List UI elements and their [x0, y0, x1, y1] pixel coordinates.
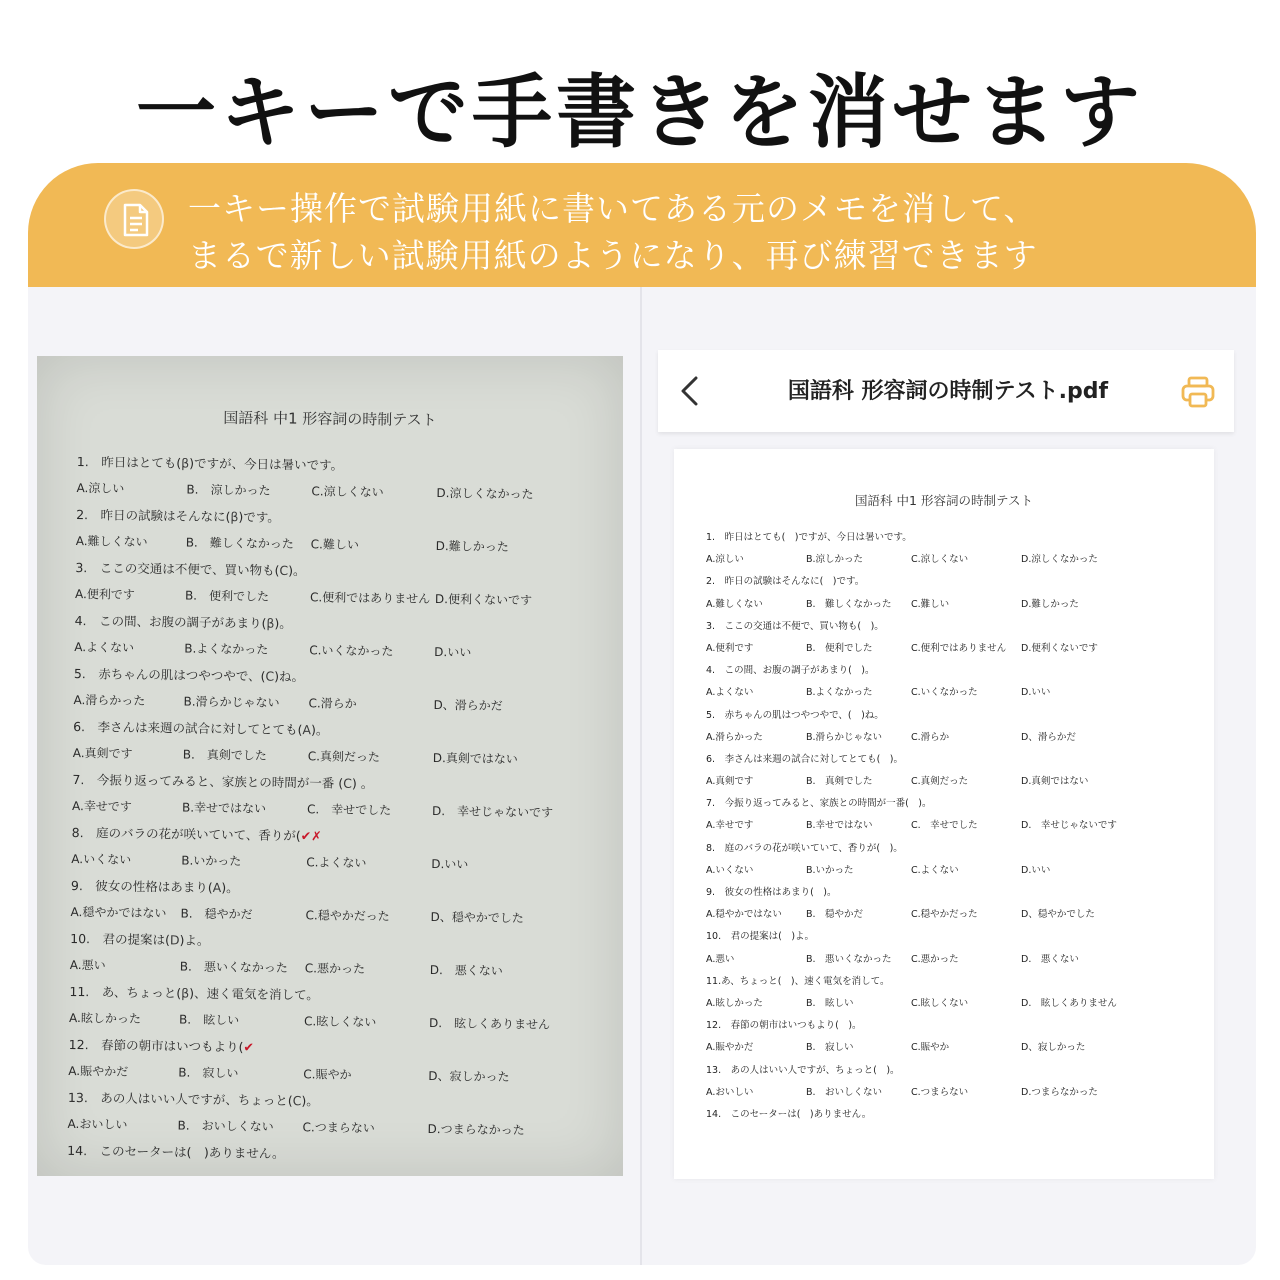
option: B.よくなかった: [806, 687, 873, 699]
option: D. 悪くない: [1021, 953, 1079, 965]
options-row: [706, 906, 1186, 928]
options-row: [706, 1039, 1186, 1061]
option: C.便利ではありません: [309, 589, 431, 606]
option: C.涼しくない: [911, 554, 969, 566]
option: A.いくない: [706, 864, 754, 876]
option: A.便利です: [74, 586, 135, 602]
option: B. 穏やかだ: [806, 909, 864, 921]
question: [706, 573, 1186, 595]
option: C.つまらない: [302, 1119, 375, 1135]
banner-line-2: まるで新しい試験用紙のようになり、再び練習できます: [188, 236, 1038, 275]
question-text-end: ) 。: [351, 775, 374, 792]
question: [706, 707, 1186, 729]
chevron-left-icon[interactable]: [676, 374, 706, 408]
option: A.眩しかった: [69, 1010, 142, 1026]
option: D.いい: [1021, 864, 1051, 876]
option: A.便利です: [706, 642, 754, 654]
option: C.悪かった: [304, 960, 366, 976]
question-text: 9. 彼女の性格はあまり( )。: [706, 887, 837, 898]
question: [706, 928, 1186, 950]
option: D、滑らかだ: [433, 697, 503, 713]
option: D、滑らかだ: [1021, 731, 1076, 743]
option: C.いくなかった: [911, 687, 978, 699]
option: C.真剣だった: [307, 748, 381, 764]
question-text: 5. 赤ちゃんの肌はつやつやで、(: [73, 665, 266, 684]
option: C. 幸せでした: [306, 801, 392, 817]
red-check-mark: ✔✗: [300, 828, 322, 844]
option: D.難しかった: [435, 538, 509, 554]
question: [706, 1017, 1186, 1039]
option: D.便利くないです: [434, 591, 533, 607]
option: B. おいしくない: [177, 1117, 274, 1134]
pdf-doc-title: 国語科 中1 形容詞の時制テスト: [855, 493, 1033, 508]
question-text: 12. 春節の朝市はいつもより(: [68, 1036, 244, 1055]
question-text: 3. ここの交通は不便で、買い物も( )。: [706, 620, 884, 632]
red-check-mark: ✔: [243, 1039, 255, 1055]
question-text: 2. 昨日の試験はそんなに(: [76, 506, 231, 525]
question-text-end: )。: [310, 722, 329, 738]
option: B. 難しくなかった: [185, 535, 294, 551]
option: C.眩しくない: [303, 1013, 377, 1029]
option: D.いい: [1021, 687, 1051, 699]
option: B.涼しかった: [806, 554, 864, 566]
option: A.おいしい: [706, 1086, 754, 1098]
handwritten-answer: A: [212, 879, 222, 896]
feature-banner: [28, 163, 1256, 287]
option: A.賑やかだ: [706, 1042, 754, 1054]
option: B. 涼しかった: [186, 482, 271, 498]
option: A.よくない: [706, 687, 754, 699]
handwritten-answer: D: [169, 932, 180, 948]
option: A.難しくない: [75, 533, 148, 549]
option: C.穏やかだった: [911, 909, 978, 921]
handwritten-answer: A: [302, 722, 312, 738]
option: A.悪い: [69, 957, 106, 972]
option: D.便利くないです: [1021, 642, 1098, 654]
option: B. 穏やかだ: [180, 905, 253, 921]
question-text: 3. ここの交通は不便で、買い物も(: [75, 559, 280, 578]
option: B. 寂しい: [178, 1064, 239, 1080]
option: C. 幸せでした: [911, 820, 978, 832]
option: D.つまらなかった: [1021, 1086, 1098, 1098]
banner-line-1: 一キー操作で試験用紙に書いてある元のメモを消して、: [188, 189, 1038, 228]
option: B. 悪いくなかった: [806, 953, 892, 965]
question: [706, 973, 1186, 995]
handwritten-answer: C: [279, 562, 289, 578]
option: D. 眩しくありません: [1021, 997, 1117, 1009]
option: B.幸せではない: [181, 800, 267, 816]
option: D、寂しかった: [1021, 1042, 1086, 1054]
question-text: 11.あ、ちょっと( )、速く電気を消して。: [706, 975, 890, 987]
option: B.滑らかじゃない: [183, 694, 280, 710]
options-row: [706, 862, 1186, 884]
question-text: 14. このセーターは( )ありません。: [67, 1142, 285, 1161]
handwritten-answer: β: [230, 509, 239, 525]
option: B.よくなかった: [184, 641, 269, 657]
options-row: [706, 995, 1186, 1017]
question: [706, 662, 1186, 684]
option: C.眩しくない: [911, 997, 969, 1009]
option: D. 眩しくありません: [428, 1015, 551, 1032]
option: D.涼しくなかった: [436, 485, 534, 501]
question-text-end: )。: [274, 615, 292, 632]
option: A.賑やかだ: [68, 1063, 129, 1079]
handwritten-answer: C: [265, 668, 275, 684]
option: C.難しい: [310, 536, 360, 552]
option: C.便利ではありません: [911, 642, 1007, 654]
pdf-question-list: [706, 529, 1186, 1128]
option: B. 寂しい: [806, 1042, 854, 1054]
option: D、穏やかでした: [1021, 909, 1095, 921]
photo-doc-title: 国語科 中1 形容詞の時制テスト: [223, 408, 437, 430]
handwritten-answer: β: [266, 615, 275, 631]
question-text: 8. 庭のバラの花が咲いていて、香りが(: [71, 824, 301, 844]
question-text: 12. 春節の朝市はいつもより( )。: [706, 1020, 862, 1032]
printer-icon[interactable]: [1180, 376, 1216, 408]
option: B.いかった: [806, 864, 854, 876]
comparison-card: [28, 163, 1256, 1265]
question: [706, 1062, 1186, 1084]
question-text: 1. 昨日はとても( )ですが、今日は暑いです。: [706, 532, 912, 543]
question: [706, 618, 1186, 640]
option: A.難しくない: [706, 598, 763, 610]
question: [706, 884, 1186, 906]
option: C.真剣だった: [911, 776, 969, 788]
options-row: [706, 1084, 1186, 1106]
option: B. 真剣でした: [182, 747, 267, 763]
option: B. 便利でした: [806, 642, 873, 654]
question-text: 10. 君の提案は( )よ。: [706, 931, 815, 943]
option: A.おいしい: [67, 1116, 128, 1132]
option: D.難しかった: [1021, 598, 1079, 610]
option: A.よくない: [74, 639, 135, 655]
option: A.涼しい: [706, 554, 744, 566]
question-text-end: )ですが、今日は暑いです。: [189, 455, 344, 473]
option: B. 悪いくなかった: [179, 958, 288, 975]
question-text: 13. あの人はいい人ですが、ちょっと(: [67, 1089, 293, 1109]
handwritten-answer: C: [292, 1093, 302, 1109]
option: B.幸せではない: [806, 820, 873, 832]
options-row: [706, 596, 1186, 618]
question-text: 11. あ、ちょっと(: [69, 983, 182, 1001]
question-text-end: )。: [301, 1093, 319, 1109]
options-row: [706, 729, 1186, 751]
question-text: 13. あの人はいい人ですが、ちょっと( )。: [706, 1064, 900, 1076]
question-text-end: )ね。: [274, 668, 305, 685]
option: C.よくない: [306, 854, 367, 870]
option: A.滑らかった: [73, 692, 146, 708]
question: [706, 840, 1186, 862]
option: A.幸せです: [71, 798, 132, 814]
question-text: 1. 昨日はとても(: [76, 453, 182, 471]
option: A.幸せです: [706, 820, 754, 832]
option: A.滑らかった: [706, 731, 763, 743]
question-text: 14. このセーターは( )ありません。: [706, 1108, 872, 1120]
option: D. 悪くない: [429, 962, 503, 978]
question: [706, 1106, 1186, 1128]
question: [706, 529, 1186, 551]
options-row: [706, 817, 1186, 839]
banner-description: [188, 185, 1228, 279]
question-text: 7. 今振り返ってみると、家族との時間が一番 (: [72, 771, 344, 791]
file-title: 国語科 形容詞の時制テスト.pdf: [787, 379, 1109, 404]
question: [706, 795, 1186, 817]
option: D. 幸せじゃないです: [1021, 820, 1117, 832]
option: B. 眩しい: [806, 997, 854, 1009]
option: A.涼しい: [76, 480, 125, 496]
option: B. おいしくない: [806, 1086, 883, 1098]
question-text: 10. 君の提案は(: [70, 930, 171, 948]
option: D、穏やかでした: [430, 909, 524, 925]
divider: [640, 287, 642, 1265]
handwritten-answer: β: [181, 985, 190, 1001]
option: C.滑らか: [308, 695, 357, 711]
question-text-end: )、速く電気を消して。: [189, 985, 319, 1003]
question: [706, 751, 1186, 773]
cleaned-test-pdf: [674, 449, 1214, 1179]
question-text-end: )。: [288, 562, 306, 579]
original-test-photo: [37, 356, 623, 1176]
options-row: [706, 951, 1186, 973]
option: B. 難しくなかった: [806, 598, 892, 610]
option: C.賑やか: [911, 1042, 950, 1054]
option: A.真剣です: [72, 745, 133, 761]
option: D. 幸せじゃないです: [431, 803, 554, 820]
option: D、寂しかった: [428, 1068, 510, 1084]
option: A.真剣です: [706, 776, 754, 788]
option: C.悪かった: [911, 953, 959, 965]
question-text: 9. 彼女の性格はあまり(: [70, 877, 213, 895]
option: B.いかった: [181, 852, 242, 868]
option: C.穏やかだった: [305, 907, 390, 923]
option: C.難しい: [911, 598, 950, 610]
options-row: [706, 640, 1186, 662]
headline: 一キーで手書きを消せます: [136, 66, 1144, 159]
option: C.いくなかった: [309, 642, 394, 658]
option: C.よくない: [911, 864, 959, 876]
option: C.滑らか: [911, 731, 950, 743]
option: D.真剣ではない: [1021, 776, 1089, 788]
option: A.穏やかではない: [706, 909, 782, 921]
option: D.涼しくなかった: [1021, 554, 1098, 566]
question-text: 2. 昨日の試験はそんなに( )です。: [706, 576, 865, 588]
option: B.滑らかじゃない: [806, 731, 883, 743]
option: D.つまらなかった: [427, 1121, 525, 1137]
handwritten-answer: β: [181, 455, 190, 471]
question-text-end: )です。: [238, 509, 280, 525]
options-row: [706, 684, 1186, 706]
options-row: [706, 773, 1186, 795]
option: C.涼しくない: [311, 483, 384, 499]
question-text-end: )よ。: [179, 932, 210, 948]
photo-question-list: [67, 452, 607, 1175]
question-text: 8. 庭のバラの花が咲いていて、香りが( )。: [706, 842, 903, 854]
app-header: [658, 350, 1234, 432]
options-row: [706, 551, 1186, 573]
option: A.眩しかった: [706, 997, 763, 1009]
option: D.真剣ではない: [432, 750, 518, 766]
question-text-end: )。: [221, 880, 239, 896]
question-text: 4. この間、お腹の調子があまり( )。: [706, 665, 875, 677]
question-text: 5. 赤ちゃんの肌はつやつやで、( )ね。: [706, 709, 884, 721]
option: A.いくない: [71, 851, 132, 867]
option: D.いい: [434, 644, 472, 660]
option: C.賑やか: [303, 1066, 352, 1082]
option: A.穏やかではない: [70, 904, 167, 920]
option: A.悪い: [706, 953, 735, 965]
document-icon: [104, 189, 164, 249]
question-text: 4. この間、お腹の調子があまり(: [74, 612, 267, 631]
option: D.いい: [431, 856, 469, 872]
option: B. 便利でした: [184, 588, 270, 604]
option: C.つまらない: [911, 1086, 969, 1098]
handwritten-answer: C: [343, 775, 353, 791]
question-text: 7. 今振り返ってみると、家族との時間が一番( )。: [706, 798, 932, 810]
option: B. 眩しい: [178, 1011, 240, 1027]
option: B. 真剣でした: [806, 776, 873, 788]
question-text: 6. 李さんは来週の試合に対してとても(: [73, 718, 303, 738]
question-text: 6. 李さんは来週の試合に対してとても( )。: [706, 753, 903, 765]
